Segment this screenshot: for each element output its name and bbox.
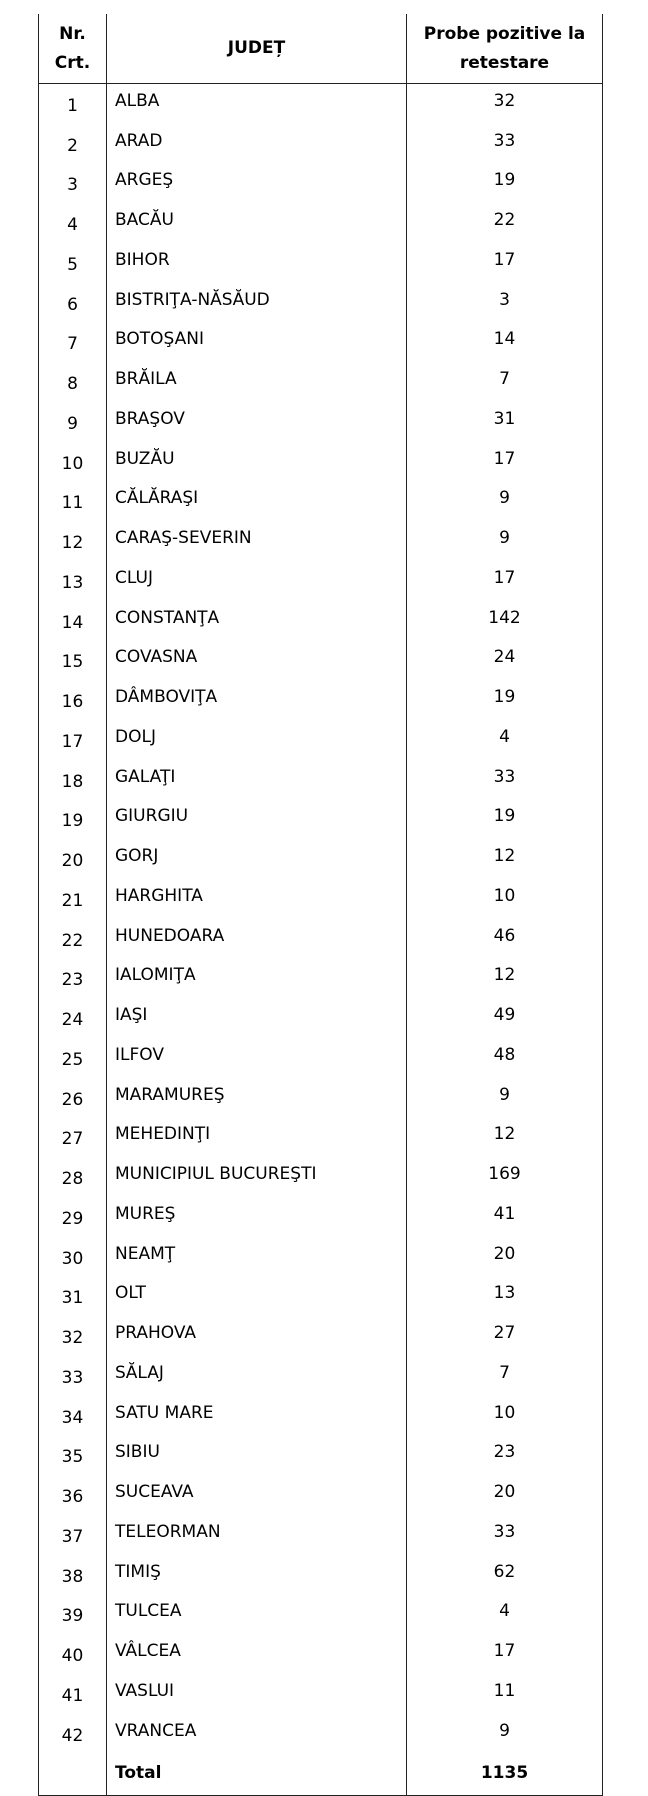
county-name: BIHOR: [107, 243, 407, 283]
table-row: [39, 1714, 603, 1754]
county-name: VÂLCEA: [107, 1634, 407, 1674]
county-name: TIMIŞ: [107, 1555, 407, 1595]
county-name: BRĂILA: [107, 362, 407, 402]
positive-count: 19: [407, 800, 603, 840]
row-number: 23: [39, 959, 107, 999]
county-name: VRANCEA: [107, 1714, 407, 1754]
positive-count: 62: [407, 1555, 603, 1595]
table-row: [39, 442, 603, 482]
county-name: BISTRIŢA-NĂSĂUD: [107, 283, 407, 323]
table-row: [39, 402, 603, 442]
positive-count: 9: [407, 482, 603, 522]
positive-count: 12: [407, 839, 603, 879]
county-name: ALBA: [107, 84, 407, 124]
row-number: 25: [39, 1038, 107, 1078]
county-name: BACĂU: [107, 203, 407, 243]
positive-count: 169: [407, 1157, 603, 1197]
positive-count: 9: [407, 1078, 603, 1118]
row-number: 41: [39, 1674, 107, 1714]
table-row: [39, 84, 603, 124]
county-name: BUZĂU: [107, 442, 407, 482]
row-number: 35: [39, 1436, 107, 1476]
positive-count: 20: [407, 1475, 603, 1515]
row-number: 3: [39, 164, 107, 204]
row-number: 14: [39, 601, 107, 641]
row-number: 11: [39, 482, 107, 522]
table-row: [39, 1356, 603, 1396]
row-number: 7: [39, 323, 107, 363]
table-row: [39, 800, 603, 840]
table-row: [39, 521, 603, 561]
table-row: [39, 1436, 603, 1476]
row-number: 22: [39, 919, 107, 959]
row-number: 39: [39, 1595, 107, 1635]
positive-count: 10: [407, 1396, 603, 1436]
positive-count: 41: [407, 1197, 603, 1237]
row-number: 8: [39, 362, 107, 402]
table-row: [39, 243, 603, 283]
table-row: [39, 482, 603, 522]
row-number: 36: [39, 1475, 107, 1515]
row-number: 33: [39, 1356, 107, 1396]
row-number: 28: [39, 1157, 107, 1197]
table-row: [39, 561, 603, 601]
total-label: Total: [107, 1754, 407, 1796]
row-number: 29: [39, 1197, 107, 1237]
total-row: [39, 1754, 603, 1796]
header-row: [39, 14, 603, 84]
table-row: [39, 601, 603, 641]
positive-count: 32: [407, 84, 603, 124]
header-nr-crt: [39, 14, 107, 84]
row-number: 16: [39, 680, 107, 720]
total-nr-cell: [39, 1754, 107, 1796]
county-name: SĂLAJ: [107, 1356, 407, 1396]
header-nr-line1: Nr.: [59, 23, 86, 44]
row-number: 17: [39, 720, 107, 760]
table-row: [39, 919, 603, 959]
county-name: MEHEDINŢI: [107, 1118, 407, 1158]
table-body: [39, 84, 603, 1754]
county-name: TULCEA: [107, 1595, 407, 1635]
table-footer: [39, 1754, 603, 1796]
county-name: SUCEAVA: [107, 1475, 407, 1515]
positive-count: 31: [407, 402, 603, 442]
row-number: 37: [39, 1515, 107, 1555]
table-row: [39, 959, 603, 999]
county-results-table: [38, 14, 603, 1796]
positive-count: 33: [407, 1515, 603, 1555]
table-row: [39, 283, 603, 323]
row-number: 30: [39, 1237, 107, 1277]
row-number: 1: [39, 84, 107, 124]
row-number: 4: [39, 203, 107, 243]
positive-count: 19: [407, 164, 603, 204]
row-number: 38: [39, 1555, 107, 1595]
row-number: 15: [39, 641, 107, 681]
positive-count: 7: [407, 1356, 603, 1396]
table-row: [39, 1515, 603, 1555]
row-number: 40: [39, 1634, 107, 1674]
header-nr-line2: Crt.: [54, 52, 91, 73]
table-row: [39, 760, 603, 800]
row-number: 5: [39, 243, 107, 283]
positive-count: 17: [407, 442, 603, 482]
county-name: NEAMŢ: [107, 1237, 407, 1277]
positive-count: 23: [407, 1436, 603, 1476]
row-number: 19: [39, 800, 107, 840]
county-name: IALOMIŢA: [107, 959, 407, 999]
row-number: 21: [39, 879, 107, 919]
county-name: GALAŢI: [107, 760, 407, 800]
header-probe-pozitive: [407, 14, 603, 84]
header-probe-line2: retestare: [459, 52, 550, 73]
table-row: [39, 1555, 603, 1595]
county-name: VASLUI: [107, 1674, 407, 1714]
table-row: [39, 1237, 603, 1277]
positive-count: 12: [407, 1118, 603, 1158]
positive-count: 19: [407, 680, 603, 720]
row-number: 13: [39, 561, 107, 601]
row-number: 31: [39, 1277, 107, 1317]
county-name: TELEORMAN: [107, 1515, 407, 1555]
county-name: DOLJ: [107, 720, 407, 760]
positive-count: 24: [407, 641, 603, 681]
positive-count: 12: [407, 959, 603, 999]
positive-count: 46: [407, 919, 603, 959]
positive-count: 17: [407, 561, 603, 601]
table-row: [39, 362, 603, 402]
positive-count: 14: [407, 323, 603, 363]
positive-count: 17: [407, 243, 603, 283]
county-name: GORJ: [107, 839, 407, 879]
positive-count: 3: [407, 283, 603, 323]
county-name: CONSTANŢA: [107, 601, 407, 641]
table-row: [39, 1078, 603, 1118]
county-name: CARAŞ-SEVERIN: [107, 521, 407, 561]
table-row: [39, 641, 603, 681]
row-number: 2: [39, 124, 107, 164]
table-row: [39, 323, 603, 363]
positive-count: 49: [407, 998, 603, 1038]
county-name: COVASNA: [107, 641, 407, 681]
county-name: BRAŞOV: [107, 402, 407, 442]
county-name: CLUJ: [107, 561, 407, 601]
table-row: [39, 1038, 603, 1078]
table-row: [39, 1157, 603, 1197]
table-row: [39, 1396, 603, 1436]
total-value: 1135: [407, 1754, 603, 1796]
row-number: 27: [39, 1118, 107, 1158]
table-row: [39, 1634, 603, 1674]
county-name: SATU MARE: [107, 1396, 407, 1436]
county-name: ARGEŞ: [107, 164, 407, 204]
table-row: [39, 720, 603, 760]
county-name: BOTOŞANI: [107, 323, 407, 363]
row-number: 12: [39, 521, 107, 561]
table-row: [39, 1674, 603, 1714]
positive-count: 7: [407, 362, 603, 402]
table-row: [39, 1197, 603, 1237]
table-row: [39, 879, 603, 919]
table-header: [39, 14, 603, 84]
table-row: [39, 998, 603, 1038]
positive-count: 9: [407, 1714, 603, 1754]
table-row: [39, 1118, 603, 1158]
county-name: OLT: [107, 1277, 407, 1317]
row-number: 20: [39, 839, 107, 879]
row-number: 42: [39, 1714, 107, 1754]
header-probe-line1: Probe pozitive la: [423, 23, 586, 44]
table-row: [39, 1277, 603, 1317]
header-judet: JUDEȚ: [107, 14, 407, 84]
county-name: PRAHOVA: [107, 1316, 407, 1356]
positive-count: 20: [407, 1237, 603, 1277]
row-number: 6: [39, 283, 107, 323]
table-row: [39, 1595, 603, 1635]
county-name: GIURGIU: [107, 800, 407, 840]
table-row: [39, 164, 603, 204]
positive-count: 4: [407, 1595, 603, 1635]
county-name: MUREŞ: [107, 1197, 407, 1237]
county-name: ARAD: [107, 124, 407, 164]
row-number: 26: [39, 1078, 107, 1118]
county-name: SIBIU: [107, 1436, 407, 1476]
table-row: [39, 1475, 603, 1515]
positive-count: 13: [407, 1277, 603, 1317]
row-number: 10: [39, 442, 107, 482]
county-name: IAŞI: [107, 998, 407, 1038]
county-name: MARAMUREŞ: [107, 1078, 407, 1118]
table-row: [39, 839, 603, 879]
row-number: 9: [39, 402, 107, 442]
positive-count: 4: [407, 720, 603, 760]
table-row: [39, 203, 603, 243]
county-name: MUNICIPIUL BUCUREŞTI: [107, 1157, 407, 1197]
row-number: 34: [39, 1396, 107, 1436]
positive-count: 10: [407, 879, 603, 919]
positive-count: 142: [407, 601, 603, 641]
positive-count: 9: [407, 521, 603, 561]
table-row: [39, 124, 603, 164]
county-name: HUNEDOARA: [107, 919, 407, 959]
row-number: 24: [39, 998, 107, 1038]
row-number: 18: [39, 760, 107, 800]
positive-count: 27: [407, 1316, 603, 1356]
county-name: DÂMBOVIŢA: [107, 680, 407, 720]
row-number: 32: [39, 1316, 107, 1356]
positive-count: 33: [407, 124, 603, 164]
positive-count: 33: [407, 760, 603, 800]
positive-count: 48: [407, 1038, 603, 1078]
positive-count: 17: [407, 1634, 603, 1674]
positive-count: 22: [407, 203, 603, 243]
table-row: [39, 680, 603, 720]
positive-count: 11: [407, 1674, 603, 1714]
table-row: [39, 1316, 603, 1356]
county-name: HARGHITA: [107, 879, 407, 919]
county-name: CĂLĂRAŞI: [107, 482, 407, 522]
county-name: ILFOV: [107, 1038, 407, 1078]
